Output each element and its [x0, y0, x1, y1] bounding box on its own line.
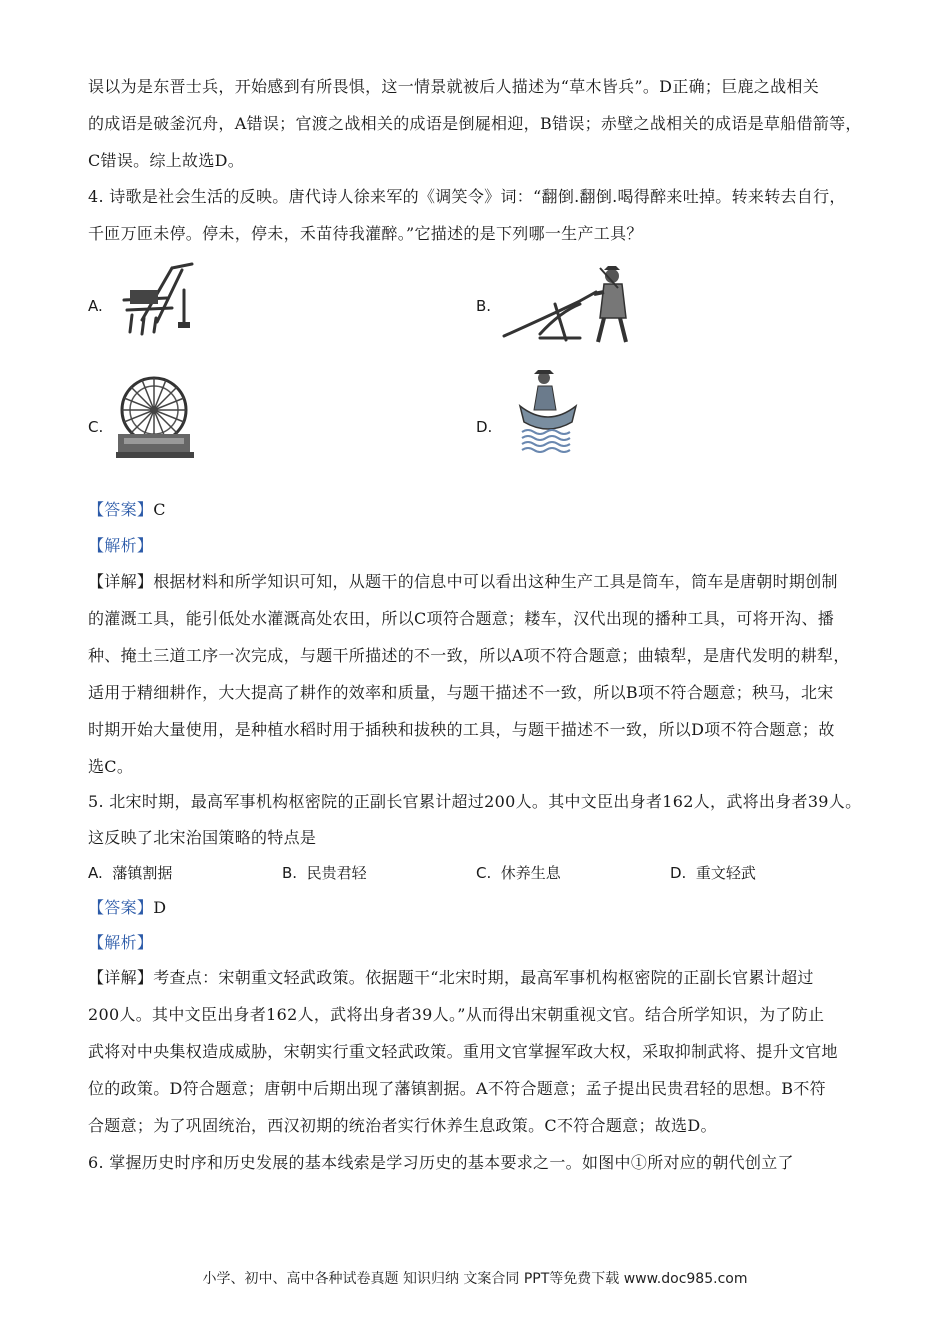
q5-analysis-label: 【解析】: [88, 933, 154, 952]
prev-explanation-line-3: C错误。综上故选D。: [88, 151, 245, 170]
q5-detail-tag: 【详解】: [88, 968, 154, 987]
q5-detail-line-2: 200人。其中文臣出身者162人，武将出身者39人。”从而得出宋朝重视文官。结合所学知识，为了防止: [88, 1005, 825, 1024]
q4-stem-line-2: 千匝万匝未停。停未，停未，禾苗待我灌醉。”它描述的是下列哪一生产工具？: [88, 224, 643, 243]
q5-option-a-label: A.: [88, 864, 103, 882]
q4-detail-line-4: 适用于精细耕作，大大提高了耕作的效率和质量，与题干描述不一致，所以B项不符合题意；秧马，北宋: [88, 683, 834, 702]
q5-option-b: [282, 863, 367, 883]
q4-option-b-label: B.: [476, 297, 492, 315]
q4-answer-tag: 【答案】: [88, 500, 154, 519]
q5-option-a-text: 藩镇割据: [112, 864, 173, 882]
q5-detail-line-5: 合题意；为了巩固统治，西汉初期的统治者实行休养生息政策。C不符合题意；故选D。: [88, 1116, 717, 1135]
q5-detail-line-1: [88, 968, 878, 988]
page-footer: 小学、初中、高中各种试卷真题 知识归纳 文案合同 PPT等免费下载 www.doc985.com: [202, 1271, 748, 1287]
q4-detail-line-5: 时期开始大量使用，是种植水稻时用于插秧和拔秧的工具，与题干描述不一致，所以D项不符合题意；故: [88, 720, 835, 739]
q5-option-d: [670, 863, 756, 883]
q5-option-d-label: D.: [670, 864, 687, 882]
q5-analysis-tag: [88, 933, 878, 953]
q4-option-d-label: D.: [476, 418, 493, 436]
q5-detail-line-3: 武将对中央集权造成威胁，宋朝实行重文轻武政策。重用文官掌握军政大权，采取抑制武将、提升文官地: [88, 1042, 838, 1061]
q4-stem-line-1: 4. 诗歌是社会生活的反映。唐代诗人徐来军的《调笑令》词：“翻倒.翻倒.喝得醉来吐掉。转来转去自行，: [88, 187, 846, 206]
q5-answer: [88, 898, 878, 918]
q4-detail-line-2: 的灌溉工具，能引低处水灌溉高处农田，所以C项符合题意；耧车，汉代出现的播种工具，可将开沟、播: [88, 609, 835, 628]
q4-detail-text-1: 根据材料和所学知识可知，从题干的信息中可以看出这种生产工具是筒车，筒车是唐朝时期创制: [153, 572, 838, 591]
rice-seedling-horse-icon: [516, 366, 580, 456]
q5-stem-line-2: 这反映了北宋治国策略的特点是: [88, 828, 317, 847]
q4-analysis-tag: [88, 536, 878, 556]
q4-analysis-label: 【解析】: [88, 536, 154, 555]
q5-detail-text-1: 考查点：宋朝重文轻武政策。依据题干“北宋时期，最高军事机构枢密院的正副长官累计超过: [153, 968, 814, 987]
seed-drill-icon: [112, 260, 202, 340]
plow-icon: [500, 262, 650, 348]
prev-explanation-line-2: 的成语是破釜沉舟，A错误；官渡之战相关的成语是倒屣相迎，B错误；赤壁之战相关的成语是草船借箭等，: [88, 114, 862, 133]
q4-answer: [88, 500, 878, 520]
q5-option-d-text: 重文轻武: [695, 864, 756, 882]
q4-detail-line-1: [88, 572, 878, 592]
q4-detail-line-6: 选C。: [88, 757, 134, 776]
q5-answer-value: D: [153, 898, 167, 917]
q5-option-c: [476, 863, 561, 883]
q5-stem-line-1: 5. 北宋时期，最高军事机构枢密院的正副长官累计超过200人。其中文臣出身者162人，武将出身者39人。: [88, 792, 862, 811]
q6-stem-line-1: 6. 掌握历史时序和历史发展的基本线索是学习历史的基本要求之一。如图中①所对应的朝代创立了: [88, 1153, 794, 1172]
q5-option-a: [88, 863, 172, 883]
water-wheel-icon: [112, 372, 196, 460]
q5-option-c-label: C.: [476, 864, 492, 882]
prev-explanation-line-1: 误以为是东晋士兵，开始感到有所畏惧，这一情景就被后人描述为“草木皆兵”。D正确；巨鹿之战相关: [88, 77, 819, 96]
q5-detail-line-4: 位的政策。D符合题意；唐朝中后期出现了藩镇割据。A不符合题意；孟子提出民贵君轻的思想。B不符: [88, 1079, 826, 1098]
q4-option-c-label: C.: [88, 418, 104, 436]
q5-option-c-text: 休养生息: [500, 864, 561, 882]
q5-answer-tag: 【答案】: [88, 898, 154, 917]
q5-option-b-label: B.: [282, 864, 298, 882]
q4-answer-value: C: [153, 500, 166, 519]
q5-option-b-text: 民贵君轻: [306, 864, 367, 882]
q4-option-a-label: A.: [88, 297, 103, 315]
q4-detail-tag: 【详解】: [88, 572, 154, 591]
q4-detail-line-3: 种、掩土三道工序一次完成，与题干所描述的不一致，所以A项不符合题意；曲辕犁，是唐代发明的耕犁，: [88, 646, 850, 665]
